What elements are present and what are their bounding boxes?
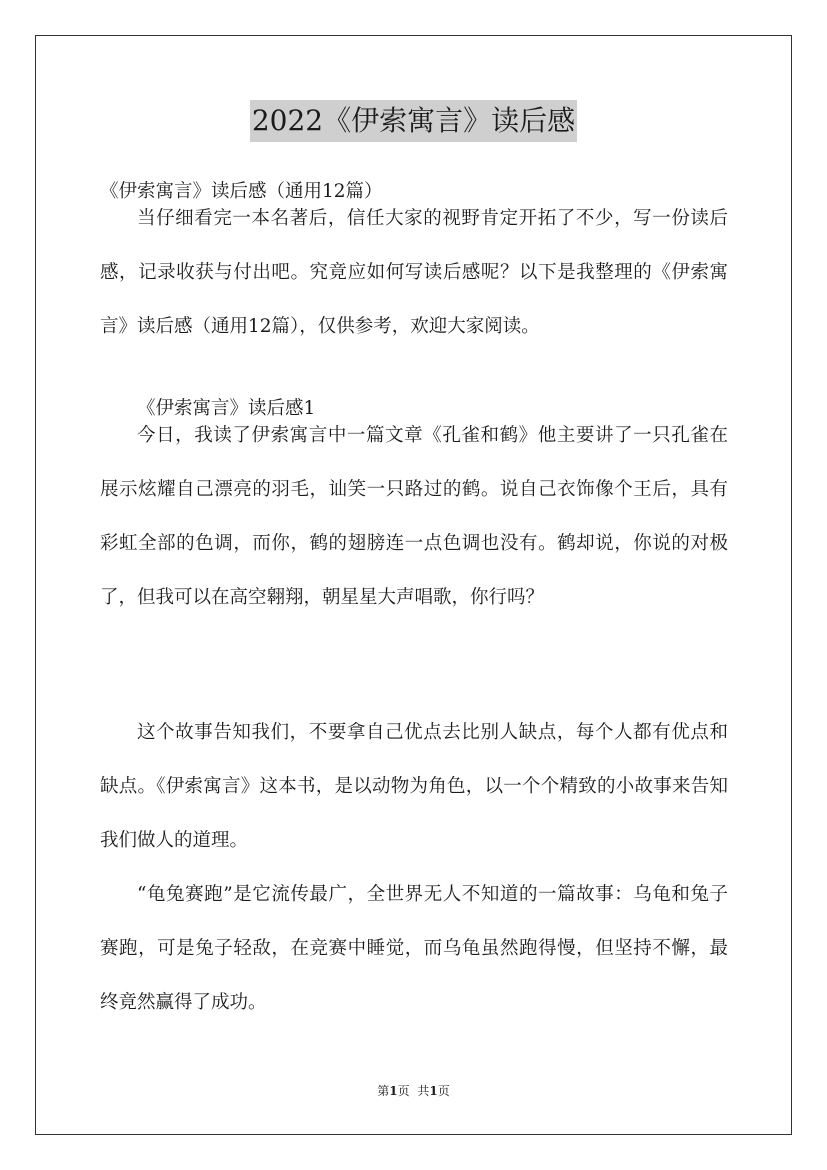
paragraph-lesson: 这个故事告知我们，不要拿自己优点去比别人缺点，每个人都有优点和缺点。《伊索寓言》这本书，是以动物为角色，以一个个精致的小故事来告知我们做人的道理。 (100, 722, 728, 851)
section-heading-1: 《伊索寓言》读后感1 (137, 398, 316, 419)
footer-total-suffix: 页 (437, 1084, 450, 1098)
page-footer (0, 1083, 827, 1099)
paragraph-story: 今日，我读了伊索寓言中一篇文章《孔雀和鹤》他主要讲了一只孔雀在展示炫耀自己漂亮的羽毛，讪笑一只路过的鹤。说自己衣饰像个王后，具有彩虹全部的色调，而你，鹤的翅膀连一点色调也没有。鹤却说，你说的对极了，但我可以在高空翱翔，朝星星大声唱歌，你行吗？ (100, 425, 728, 608)
footer-total-prefix: 共 (417, 1084, 430, 1098)
document-title-wrap (0, 100, 827, 142)
footer-page-number: 1 (389, 1084, 398, 1098)
footer-page-prefix: 第 (377, 1084, 390, 1098)
footer-total-number: 1 (429, 1084, 438, 1098)
paragraph-intro: 当仔细看完一本名著后，信任大家的视野肯定开拓了不少，写一份读后感，记录收获与付出吧。究竟应如何写读后感呢？以下是我整理的《伊索寓言》读后感（通用12篇），仅供参考，欢迎大家阅读。 (100, 208, 728, 337)
footer-page-suffix: 页 (397, 1084, 410, 1098)
document-subtitle: 《伊索寓言》读后感（通用12篇） (100, 181, 383, 202)
document-title: 2022《伊索寓言》读后感 (250, 100, 577, 142)
paragraph-tortoise-hare: “龟兔赛跑”是它流传最广，全世界无人不知道的一篇故事：乌龟和兔子赛跑，可是兔子轻敌，在竞赛中睡觉，而乌龟虽然跑得慢，但坚持不懈，最终竟然赢得了成功。 (100, 884, 728, 1013)
